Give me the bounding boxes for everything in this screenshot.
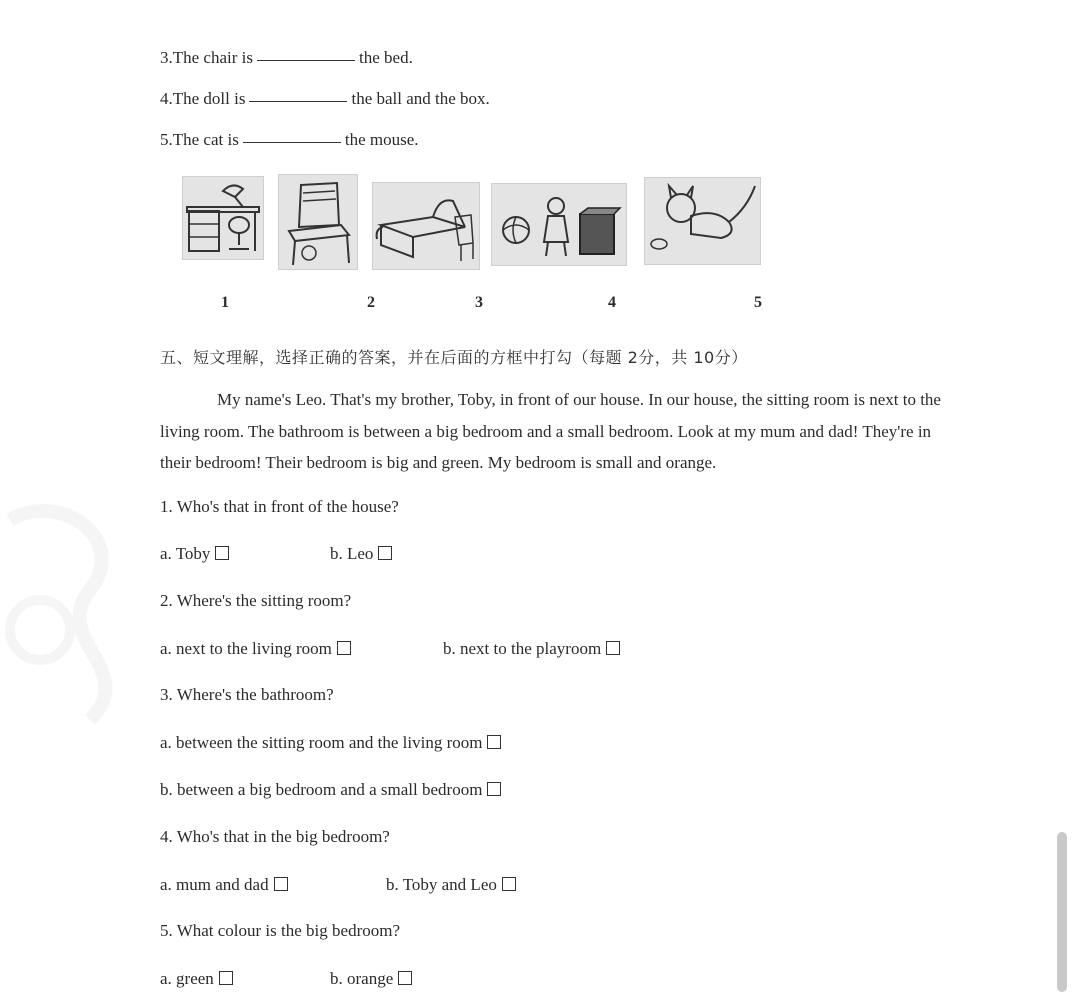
option-1b[interactable]: b. Leo — [330, 545, 392, 562]
picture-bed-with-chair — [372, 182, 480, 270]
section-heading: 五、短文理解，选择正确的答案，并在后面的方框中打勾（每题 2分，共 10分） — [160, 348, 748, 367]
picture-ball-doll-box — [491, 183, 627, 266]
checkbox[interactable] — [337, 641, 351, 655]
picture-number: 1 — [221, 294, 229, 311]
option-5b[interactable]: b. orange — [330, 970, 412, 987]
option-4b[interactable]: b. Toby and Leo — [386, 876, 516, 893]
checkbox[interactable] — [502, 877, 516, 891]
picture-number: 4 — [608, 294, 616, 311]
answer-blank[interactable] — [249, 100, 347, 102]
fill-blank-item-3: 3.The chair is the bed. — [160, 48, 413, 67]
question-2: 2. Where's the sitting room? — [160, 591, 352, 610]
picture-number: 2 — [367, 294, 375, 311]
checkbox[interactable] — [274, 877, 288, 891]
checkbox[interactable] — [487, 782, 501, 796]
picture-number: 3 — [475, 294, 483, 311]
question-4: 4. Who's that in the big bedroom? — [160, 827, 390, 846]
question-1: 1. Who's that in front of the house? — [160, 497, 399, 516]
picture-number: 5 — [754, 294, 762, 311]
vertical-scrollbar[interactable] — [1057, 832, 1067, 992]
watermark-decoration — [0, 480, 170, 740]
checkbox[interactable] — [215, 546, 229, 560]
option-1a[interactable]: a. Toby — [160, 545, 229, 562]
option-5a[interactable]: a. green — [160, 970, 233, 987]
checkbox[interactable] — [219, 971, 233, 985]
picture-desk-lamp-chair — [182, 176, 264, 260]
reading-passage: My name's Leo. That's my brother, Toby, in front of our house. In our house, the sitting room is next to the living room. The bathroom is between a big bedroom and a small bedroom. Look at my mum and dad! They're in their bedroom! Their bedroom is big and green. My bedroom is small and orange. — [160, 390, 941, 472]
answer-blank[interactable] — [257, 59, 355, 61]
checkbox[interactable] — [487, 735, 501, 749]
checkbox[interactable] — [606, 641, 620, 655]
picture-cat-chasing-mouse — [644, 177, 761, 265]
option-3b[interactable]: b. between a big bedroom and a small bedroom — [160, 781, 501, 798]
fill-blank-item-5: 5.The cat is the mouse. — [160, 130, 419, 149]
checkbox[interactable] — [378, 546, 392, 560]
option-4a[interactable]: a. mum and dad — [160, 876, 288, 893]
fill-blank-item-4: 4.The doll is the ball and the box. — [160, 89, 490, 108]
answer-blank[interactable] — [243, 141, 341, 143]
checkbox[interactable] — [398, 971, 412, 985]
question-5: 5. What colour is the big bedroom? — [160, 921, 400, 940]
option-3a[interactable]: a. between the sitting room and the living room — [160, 734, 501, 751]
question-3: 3. Where's the bathroom? — [160, 685, 334, 704]
option-2b[interactable]: b. next to the playroom — [443, 640, 620, 657]
option-2a[interactable]: a. next to the living room — [160, 640, 351, 657]
picture-chair-with-cat — [278, 174, 358, 270]
